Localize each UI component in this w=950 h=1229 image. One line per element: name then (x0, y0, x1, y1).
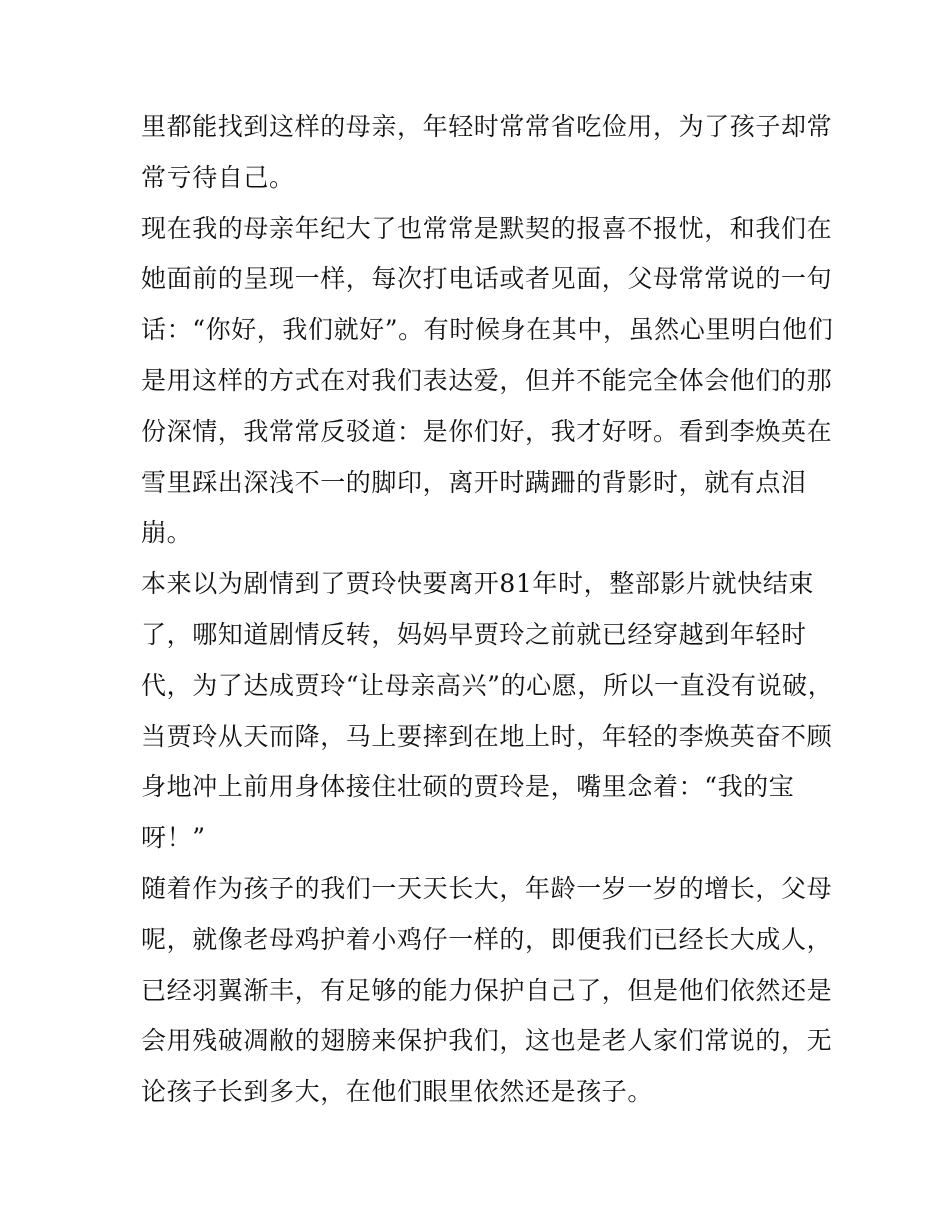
text-line: 现在我的母亲年纪大了也常常是默契的报喜不报忧，和我们在 (141, 213, 833, 243)
text-line: 话：“你好，我们就好”。有时候身在其中，虽然心里明白他们 (141, 315, 834, 345)
text-line: 常亏待自己。 (141, 162, 295, 192)
text-line: 呢，就像老母鸡护着小鸡仔一样的，即便我们已经长大成人， (141, 924, 833, 954)
text-line: 是用这样的方式在对我们表达爱，但并不能完全体会他们的那 (141, 365, 833, 395)
text-line: 呀！” (141, 823, 206, 853)
paragraph-my-mother (141, 204, 834, 560)
text-line: 份深情，我常常反驳道：是你们好，我才好呀。看到李焕英在 (141, 416, 833, 446)
paragraph-mother-sacrifice (141, 102, 833, 204)
text-line: 论孩子长到多大，在他们眼里依然还是孩子。 (141, 1077, 654, 1107)
paragraph-parents-protect (141, 864, 833, 1118)
document-body (141, 102, 834, 1118)
text-line: 里都能找到这样的母亲，年轻时常常省吃俭用，为了孩子却常 (141, 112, 833, 141)
text-line: 崩。 (141, 518, 193, 548)
text-line: 已经羽翼渐丰，有足够的能力保护自己了，但是他们依然还是 (141, 975, 833, 1005)
text-line: 身地冲上前用身体接住壮硕的贾玲是，嘴里念着：“我的宝 (141, 772, 795, 802)
text-line: 随着作为孩子的我们一天天长大，年龄一岁一岁的增长，父母 (141, 873, 833, 903)
text-line: 会用残破凋敝的翅膀来保护我们，这也是老人家们常说的，无 (141, 1026, 833, 1056)
text-line: 本来以为剧情到了贾玲快要离开81年时，整部影片就快结束 (141, 569, 815, 599)
paragraph-plot-twist (141, 559, 834, 864)
text-line: 代，为了达成贾玲“让母亲高兴”的心愿，所以一直没有说破， (141, 670, 834, 700)
text-line: 雪里踩出深浅不一的脚印，离开时蹒跚的背影时，就有点泪 (141, 467, 807, 497)
text-line: 了，哪知道剧情反转，妈妈早贾玲之前就已经穿越到年轻时 (141, 619, 807, 649)
text-line: 她面前的呈现一样，每次打电话或者见面，父母常常说的一句 (141, 264, 833, 294)
text-line: 当贾玲从天而降，马上要摔到在地上时，年轻的李焕英奋不顾 (141, 721, 833, 751)
